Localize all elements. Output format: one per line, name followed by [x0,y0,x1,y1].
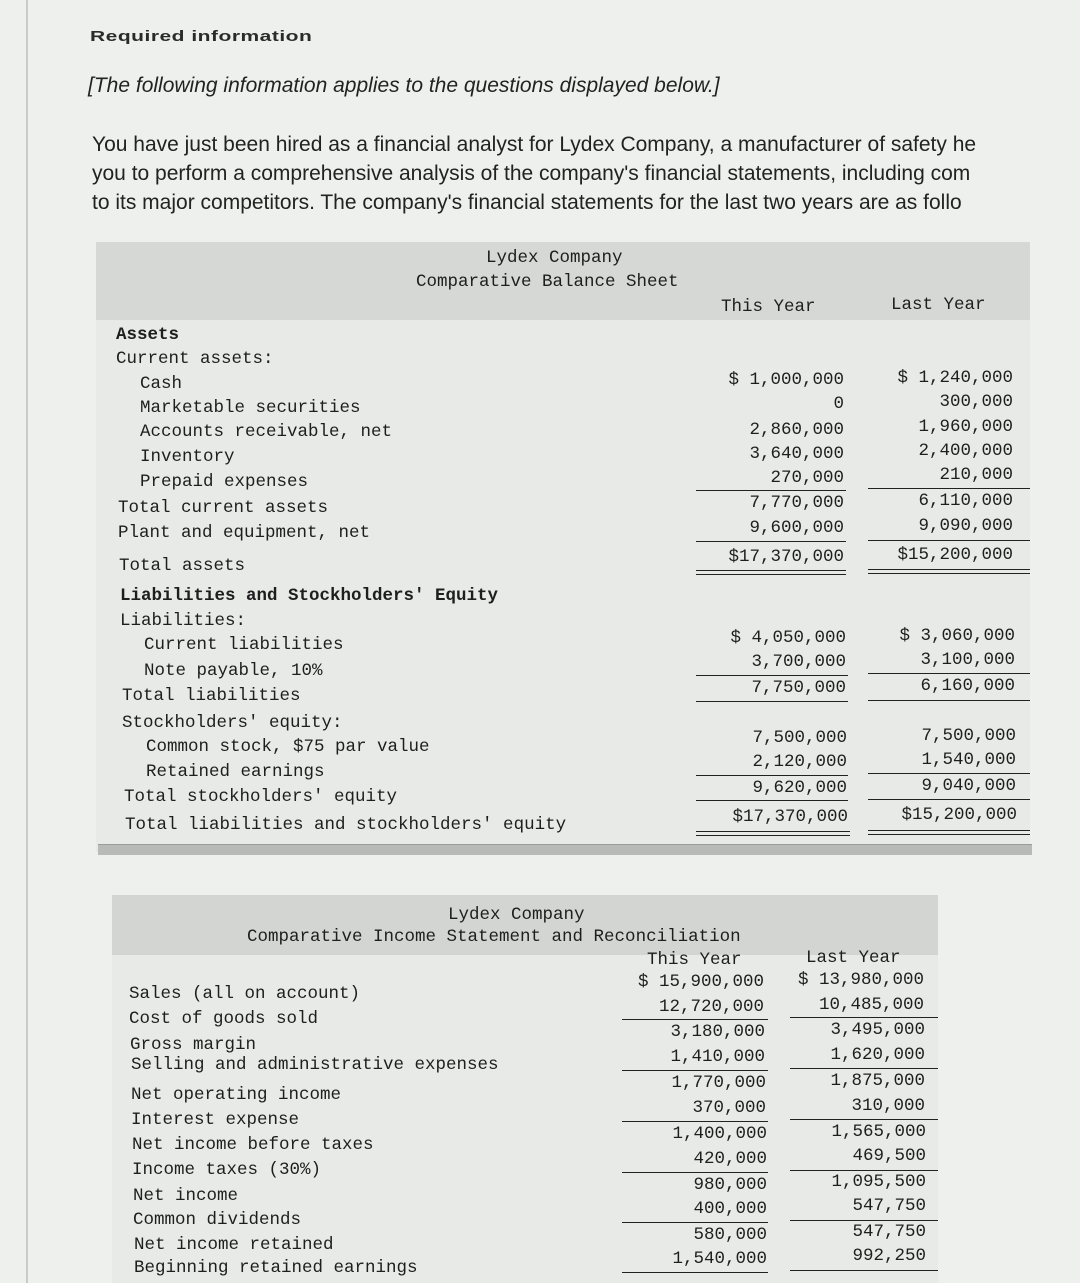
is-value-last: 1,565,000 [831,1122,926,1142]
bs-value-this: 0 [833,394,844,414]
is-value-this: 1,540,000 [672,1249,767,1269]
bs-subtotal-rule [868,700,1030,701]
bs-row-label: Total stockholders' equity [124,787,398,807]
bs-subtotal-rule [696,675,848,676]
is-value-last: 3,495,000 [830,1020,925,1040]
bs-row-label: Inventory [140,447,235,467]
is-value-this: 1,410,000 [670,1047,765,1067]
is-row-label: Income taxes (30%) [132,1160,322,1180]
bs-value-last: 6,160,000 [920,676,1015,696]
intro-line: to its major competitors. The company's financial statements for the last two years are as follo [92,191,962,214]
bs-row-label: Total liabilities [122,686,301,706]
balance-sheet-title: Comparative Balance Sheet [416,272,679,292]
is-value-this: $ 15,900,000 [637,972,764,992]
is-value-this: 980,000 [693,1175,767,1195]
is-value-last: 992,250 [852,1246,926,1266]
bs-row-label: Plant and equipment, net [118,523,371,543]
is-row-label: Sales (all on account) [129,984,361,1004]
intro-line: You have just been hired as a financial analyst for Lydex Company, a manufacturer of safety he [92,133,977,156]
is-value-last: 547,750 [852,1222,926,1242]
bs-subtotal-rule [696,800,848,801]
is-value-this: 1,400,000 [672,1124,767,1144]
bs-value-this: $17,370,000 [728,547,844,567]
is-value-last: 10,485,000 [818,995,924,1015]
is-value-last: 310,000 [851,1096,925,1116]
bs-double-rule [696,831,850,832]
is-value-this: 400,000 [693,1199,767,1219]
income-statement-company: Lydex Company [448,905,585,925]
bs-value-last: 210,000 [939,465,1013,485]
bs-subtotal-rule [868,773,1030,774]
bs-value-last: $15,200,000 [901,805,1017,825]
bs-value-last: 6,110,000 [918,491,1013,511]
bs-subtotal-rule [868,799,1030,800]
bs-double-rule [868,834,1030,835]
bs-value-last: 300,000 [939,392,1013,412]
bs-double-rule [868,830,1030,831]
is-subtotal-rule [622,1272,768,1273]
is-subtotal-rule [790,1119,938,1120]
bs-value-this: 270,000 [770,468,844,488]
bs-value-last: 9,040,000 [921,776,1016,796]
bs-value-last: 3,100,000 [920,650,1015,670]
bs-value-last: $15,200,000 [897,545,1013,565]
is-value-this: 370,000 [692,1098,766,1118]
intro-line: you to perform a comprehensive analysis of the company's financial statements, including com [92,162,971,185]
bs-value-last: $ 1,240,000 [897,368,1013,388]
bs-value-this: $ 1,000,000 [728,370,844,390]
bs-value-last: 7,500,000 [921,726,1016,746]
bs-value-last: 1,540,000 [921,750,1016,770]
bs-value-last: $ 3,060,000 [899,626,1015,646]
bs-value-this: $17,370,000 [732,807,848,827]
bs-double-rule [696,570,846,571]
bs-value-last: 1,960,000 [918,417,1013,437]
liab-equity-heading: Liabilities and Stockholders' Equity [120,586,499,606]
assets-heading: Assets [116,325,180,345]
liabilities-label: Liabilities: [120,611,247,631]
is-value-last: 469,500 [852,1146,926,1166]
is-row-label: Cost of goods sold [129,1009,319,1029]
is-subtotal-rule [622,1222,768,1223]
applies-note: [The following information applies to the questions displayed below.] [88,74,720,97]
bs-double-rule [868,569,1030,570]
bs-subtotal-rule [696,701,848,702]
bs-row-label: Retained earnings [146,762,325,782]
bs-row-label: Current liabilities [144,635,344,655]
is-subtotal-rule [622,1172,768,1173]
bs-value-this: 9,600,000 [749,518,844,538]
is-subtotal-rule [790,1270,938,1271]
current-assets-label: Current assets: [116,349,274,369]
bs-value-this: 2,860,000 [749,420,844,440]
bs-col-last-year: Last Year [891,295,986,315]
bs-row-label: Common stock, $75 par value [146,737,430,757]
is-subtotal-rule [790,1170,938,1171]
bs-value-this: 3,640,000 [749,444,844,464]
bs-value-this: 7,770,000 [749,493,844,513]
is-value-last: 1,875,000 [830,1071,925,1091]
bs-row-label: Accounts receivable, net [140,422,393,442]
intro-paragraph [92,130,1080,217]
is-row-label: Net income retained [134,1235,334,1255]
income-statement-title: Comparative Income Statement and Reconciliation [247,927,741,947]
is-value-last: 547,750 [852,1196,926,1216]
bs-row-label: Total liabilities and stockholders' equity [125,815,567,835]
bs-row-label: Total assets [119,556,246,576]
bs-row-label: Cash [140,374,183,394]
is-subtotal-rule [790,1017,938,1018]
is-subtotal-rule [790,1068,938,1069]
is-subtotal-rule [622,1019,768,1020]
is-value-this: 12,720,000 [658,997,764,1017]
is-row-label: Net income [133,1186,239,1206]
bs-row-label: Note payable, 10% [144,661,323,681]
bs-value-last: 9,090,000 [918,516,1013,536]
is-value-this: 3,180,000 [670,1022,765,1042]
is-subtotal-rule [622,1121,768,1122]
is-value-this: 580,000 [693,1225,767,1245]
is-value-last: 1,620,000 [830,1045,925,1065]
page-left-border [26,0,28,1283]
bs-row-label: Total current assets [118,498,329,518]
balance-sheet-company: Lydex Company [486,248,623,268]
is-value-last: 1,095,500 [831,1172,926,1192]
bs-subtotal-rule [868,488,1030,489]
is-row-label: Selling and administrative expenses [131,1055,499,1075]
bs-col-this-year: This Year [721,297,816,317]
bs-double-rule [696,835,850,836]
bs-subtotal-rule [696,490,846,491]
balance-sheet-bottom-border [98,844,1032,855]
bs-subtotal-rule [868,673,1030,674]
bs-value-this: 7,500,000 [752,728,847,748]
bs-value-this: 9,620,000 [752,778,847,798]
bs-subtotal-rule [696,541,846,542]
is-row-label: Common dividends [133,1210,302,1230]
is-row-label: Beginning retained earnings [134,1258,418,1278]
bs-double-rule [868,573,1030,574]
is-row-label: Gross margin [130,1035,257,1055]
is-row-label: Net income before taxes [132,1135,374,1155]
bs-subtotal-rule [868,540,1030,541]
is-subtotal-rule [790,1220,938,1221]
is-row-label: Interest expense [131,1110,300,1130]
bs-row-label: Prepaid expenses [140,472,309,492]
is-col-last-year: Last Year [806,948,901,968]
is-value-this: 1,770,000 [671,1073,766,1093]
required-information-title: Required information [90,28,313,45]
is-value-last: $ 13,980,000 [797,970,924,990]
bs-value-last: 2,400,000 [918,441,1013,461]
bs-value-this: $ 4,050,000 [730,628,846,648]
bs-value-this: 2,120,000 [752,752,847,772]
is-value-this: 420,000 [693,1149,767,1169]
bs-double-rule [696,574,846,575]
is-subtotal-rule [622,1070,768,1071]
bs-value-this: 7,750,000 [751,678,846,698]
bs-value-this: 3,700,000 [751,652,846,672]
equity-label: Stockholders' equity: [122,713,343,733]
is-row-label: Net operating income [131,1085,342,1105]
bs-row-label: Marketable securities [140,398,361,418]
balance-sheet-panel [96,242,1030,852]
bs-subtotal-rule [696,775,848,776]
is-col-this-year: This Year [647,950,742,970]
